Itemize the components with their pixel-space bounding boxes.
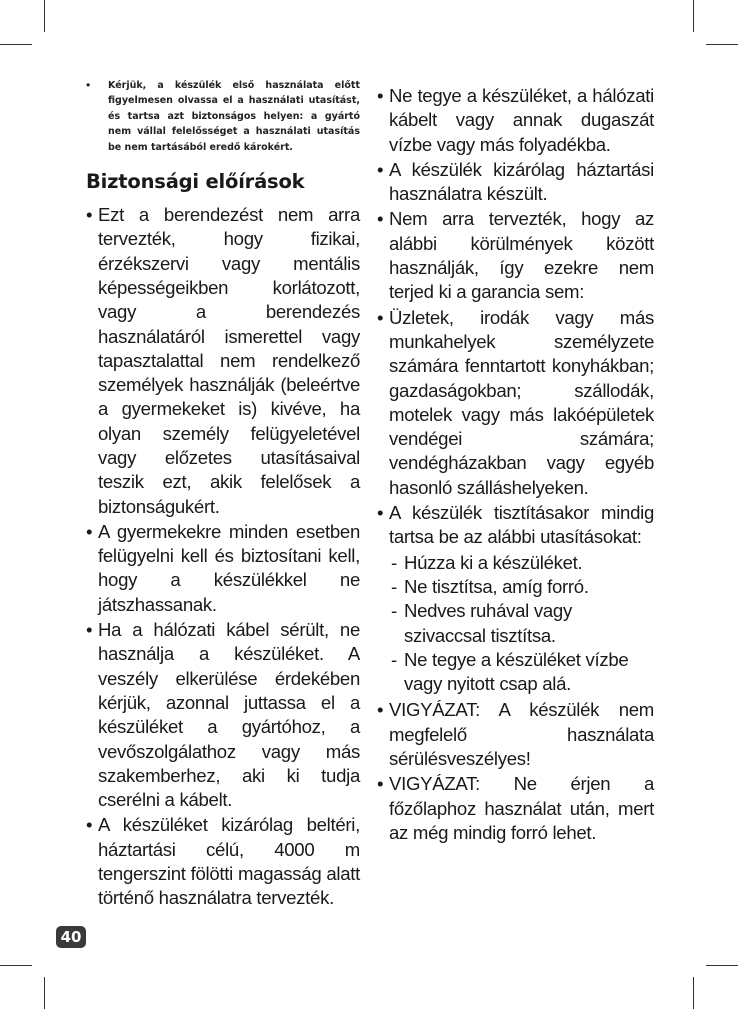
dash-icon: - — [391, 648, 398, 670]
list-item: • Üzletek, irodák vagy más munkahelyek személyzete számára fenntartott konyhákban; gazdaságokban; szállodák, motelek vagy más lakóépületek vendégei számára; vendégházakban vagy egyéb hasonló szálláshelyeken. — [377, 306, 654, 500]
sub-item: - Nedves ruhával vagy szivaccsal tisztítsa. — [391, 599, 654, 648]
bullet-icon: • — [377, 158, 384, 180]
bullet-icon: • — [86, 204, 93, 226]
list-item: • Nem arra tervezték, hogy az alábbi körülmények között használják, így ezekre nem terjed ki a garancia sem: — [377, 207, 654, 304]
bullet-icon: • — [377, 773, 384, 795]
bullet-icon: • — [86, 814, 93, 836]
crop-mark — [693, 0, 694, 32]
right-column — [377, 84, 654, 846]
crop-mark — [0, 44, 32, 45]
list-item: • VIGYÁZAT: A készülék nem megfelelő használata sérülésveszélyes! — [377, 698, 654, 771]
sub-item: - Húzza ki a készüléket. — [391, 551, 654, 575]
crop-mark — [706, 44, 738, 45]
list-item: • A készüléket kizárólag beltéri, háztartási célú, 4000 m tengerszint fölötti magasság alatt történő használatra tervezték. — [86, 813, 360, 910]
list-item: • A gyermekekre minden esetben felügyelni kell és biztosítani kell, hogy a készülékkel ne játszhassanak. — [86, 520, 360, 617]
dash-icon: - — [391, 551, 398, 573]
list-item: • A készülék kizárólag háztartási használatra készült. — [377, 158, 654, 207]
intro-text: Kérjük, a készülék első használata előtt figyelmesen olvassa el a használati utasítást, és tartsa azt biztonságos helyen: a gyártó nem vállal felelősséget a használati utasítás be nem tartásából eredő károkért. — [108, 80, 360, 153]
list-item: • VIGYÁZAT: Ne érjen a főzőlaphoz használat után, mert az még mindig forró lehet. — [377, 772, 654, 845]
list-item: • A készülék tisztításakor mindig tartsa be az alábbi utasításokat: — [377, 501, 654, 550]
bullet-icon: • — [377, 306, 384, 328]
dash-icon: - — [391, 600, 398, 622]
bullet-icon: • — [86, 619, 93, 641]
list-item: • Ezt a berendezést nem arra tervezték, hogy fizikai, érzékszervi vagy mentális képességeikben korlátozott, vagy a berendezés használatáról ismerettel vagy tapasztalattal nem rendelkező személyek használják (beleértve a gyermekeket is) kivéve, ha olyan személy felügyeletével vagy előzetes utasításaival teszik ezt, akik felelősek a biztonságukért. — [86, 203, 360, 519]
page-number: 40 — [56, 926, 86, 948]
bullet-icon: • — [377, 502, 384, 524]
list-item: • Ne tegye a készüléket, a hálózati kábelt vagy annak dugaszát vízbe vagy más folyadékba. — [377, 84, 654, 157]
crop-mark — [44, 0, 45, 32]
bullet-icon: • — [377, 85, 384, 106]
section-title: Biztonsági előírások — [86, 170, 305, 194]
left-column — [86, 78, 360, 912]
bullet-icon: • — [377, 699, 384, 721]
intro-note — [86, 78, 360, 155]
crop-mark — [693, 977, 694, 1009]
sub-item: - Ne tegye a készüléket vízbe vagy nyitott csap alá. — [391, 648, 654, 697]
dash-icon: - — [391, 575, 398, 597]
crop-mark — [706, 965, 738, 966]
bullet-icon: • — [86, 78, 91, 92]
crop-mark — [44, 977, 45, 1009]
list-item: • Ha a hálózati kábel sérült, ne használja a készüléket. A veszély elkerülése érdekében kérjük, azonnal juttassa el a készüléket a gyártóhoz, a vevőszolgálathoz vagy más szakemberhez, aki ki tudja cserélni a kábelt. — [86, 618, 360, 812]
bullet-icon: • — [86, 520, 93, 542]
crop-mark — [0, 965, 32, 966]
bullet-icon: • — [377, 208, 384, 230]
sub-item: - Ne tisztítsa, amíg forró. — [391, 575, 654, 599]
